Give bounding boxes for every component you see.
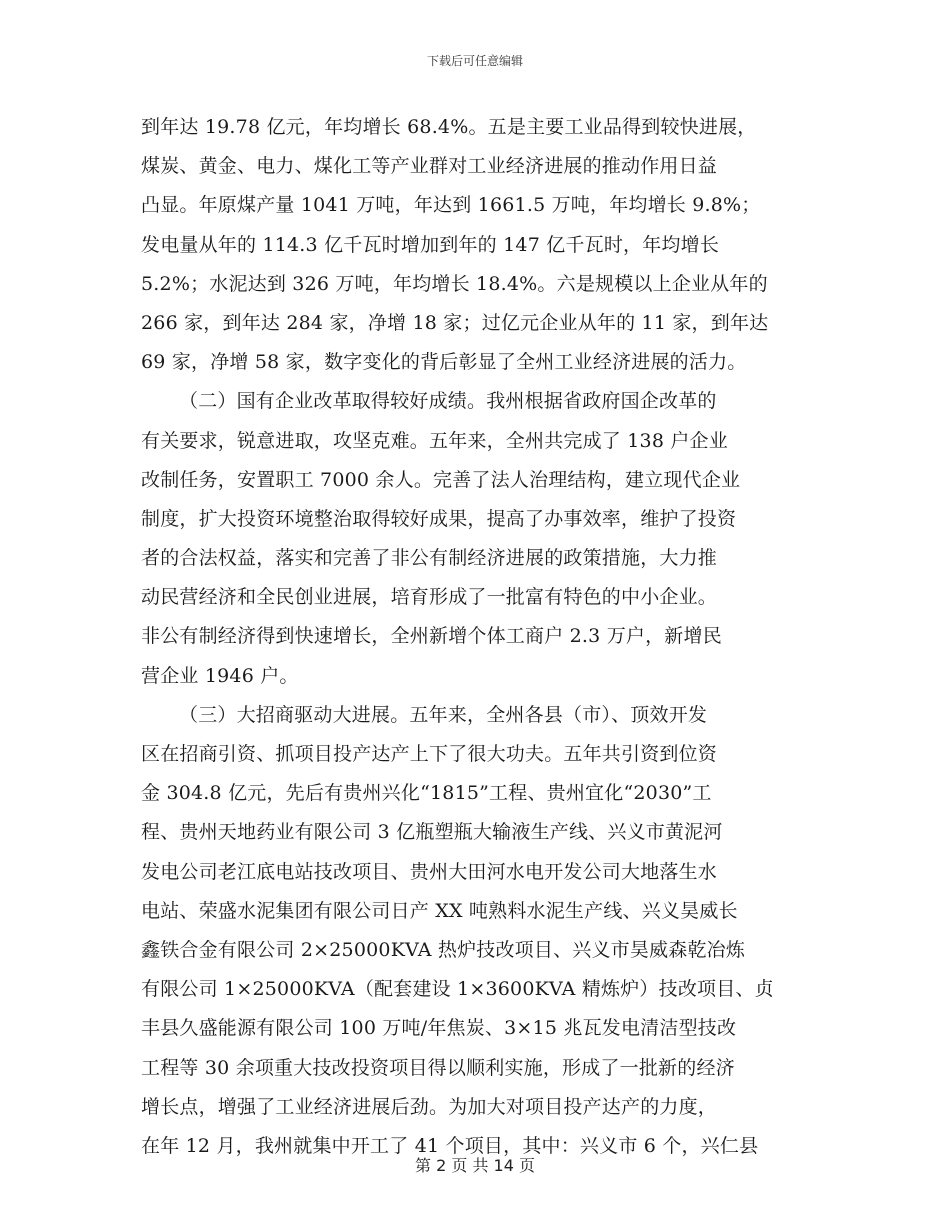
section-heading-line: （二）国有企业改革取得较好成绩。我州根据省政府国企改革的 bbox=[179, 390, 717, 413]
text-line: 鑫铁合金有限公司 2×25000KVA 热炉技改项目、兴义市昊威森乾冶炼 bbox=[141, 938, 746, 961]
text-line: 发电公司老江底电站技改项目、贵州大田河水电开发公司大地落生水 bbox=[141, 860, 718, 883]
text-line: 改制任务，安置职工 7000 余人。完善了法人治理结构，建立现代企业 bbox=[141, 468, 741, 491]
page-number: 第 2 页 共 14 页 bbox=[415, 1156, 535, 1175]
text-line: 到年达 19.78 亿元，年均增长 68.4%。五是主要工业品得到较快进展， bbox=[141, 116, 757, 138]
text-line: 电站、荣盛水泥集团有限公司日产 XX 吨熟料水泥生产线、兴义昊威长 bbox=[141, 899, 738, 922]
text-line: 有限公司 1×25000KVA（配套建设 1×3600KVA 精炼炉）技改项目、贞 bbox=[141, 978, 774, 1001]
text-line: 煤炭、黄金、电力、煤化工等产业群对工业经济进展的推动作用日益 bbox=[141, 155, 718, 178]
text-line: 有关要求，锐意进取，攻坚克难。五年来，全州共完成了 138 户企业 bbox=[141, 429, 728, 452]
text-line: 非公有制经济得到快速增长，全州新增个体工商户 2.3 万户，新增民 bbox=[141, 625, 722, 648]
text-line: 制度，扩大投资环境整治取得较好成果，提高了办事效率，维护了投资 bbox=[141, 507, 737, 530]
text-line: 丰县久盛能源有限公司 100 万吨/年焦炭、3×15 兆瓦发电清洁型技改 bbox=[141, 1017, 737, 1040]
text-line: 266 家，到年达 284 家，净增 18 家；过亿元企业从年的 11 家，到年达 bbox=[141, 311, 769, 334]
section-heading-line: （三）大招商驱动大进展。五年来，全州各县（市）、顶效开发 bbox=[179, 703, 708, 726]
text-line: 凸显。年原煤产量 1041 万吨，年达到 1661.5 万吨，年均增长 9.8%； bbox=[141, 194, 761, 217]
text-line: 者的合法权益，落实和完善了非公有制经济进展的政策措施，大力推 bbox=[141, 547, 718, 570]
text-line: 5.2%；水泥达到 326 万吨，年均增长 18.4%。六是规模以上企业从年的 bbox=[141, 272, 768, 295]
text-line: 营企业 1946 户。 bbox=[141, 664, 299, 687]
text-line: 在年 12 月，我州就集中开工了 41 个项目，其中：兴义市 6 个，兴仁县 bbox=[141, 1134, 759, 1157]
text-line: 增长点，增强了工业经济进展后劲。为加大对项目投产达产的力度， bbox=[141, 1095, 718, 1118]
document-body bbox=[141, 108, 809, 1166]
page-header-note: 下载后可任意编辑 bbox=[426, 54, 523, 68]
text-line: 工程等 30 余项重大技改投资项目得以顺利实施，形成了一批新的经济 bbox=[141, 1056, 735, 1079]
text-line: 69 家，净增 58 家，数字变化的背后彰显了全州工业经济进展的活力。 bbox=[141, 351, 747, 374]
text-line: 区在招商引资、抓项目投产达产上下了很大功夫。五年共引资到位资 bbox=[141, 743, 718, 765]
text-line: 动民营经济和全民创业进展，培育形成了一批富有特色的中小企业。 bbox=[141, 586, 718, 609]
text-line: 发电量从年的 114.3 亿千瓦时增加到年的 147 亿千瓦时，年均增长 bbox=[141, 233, 720, 256]
text-line: 程、贵州天地药业有限公司 3 亿瓶塑瓶大输液生产线、兴义市黄泥河 bbox=[141, 821, 723, 844]
text-line: 金 304.8 亿元，先后有贵州兴化“1815”工程、贵州宜化“2030”工 bbox=[141, 782, 712, 805]
